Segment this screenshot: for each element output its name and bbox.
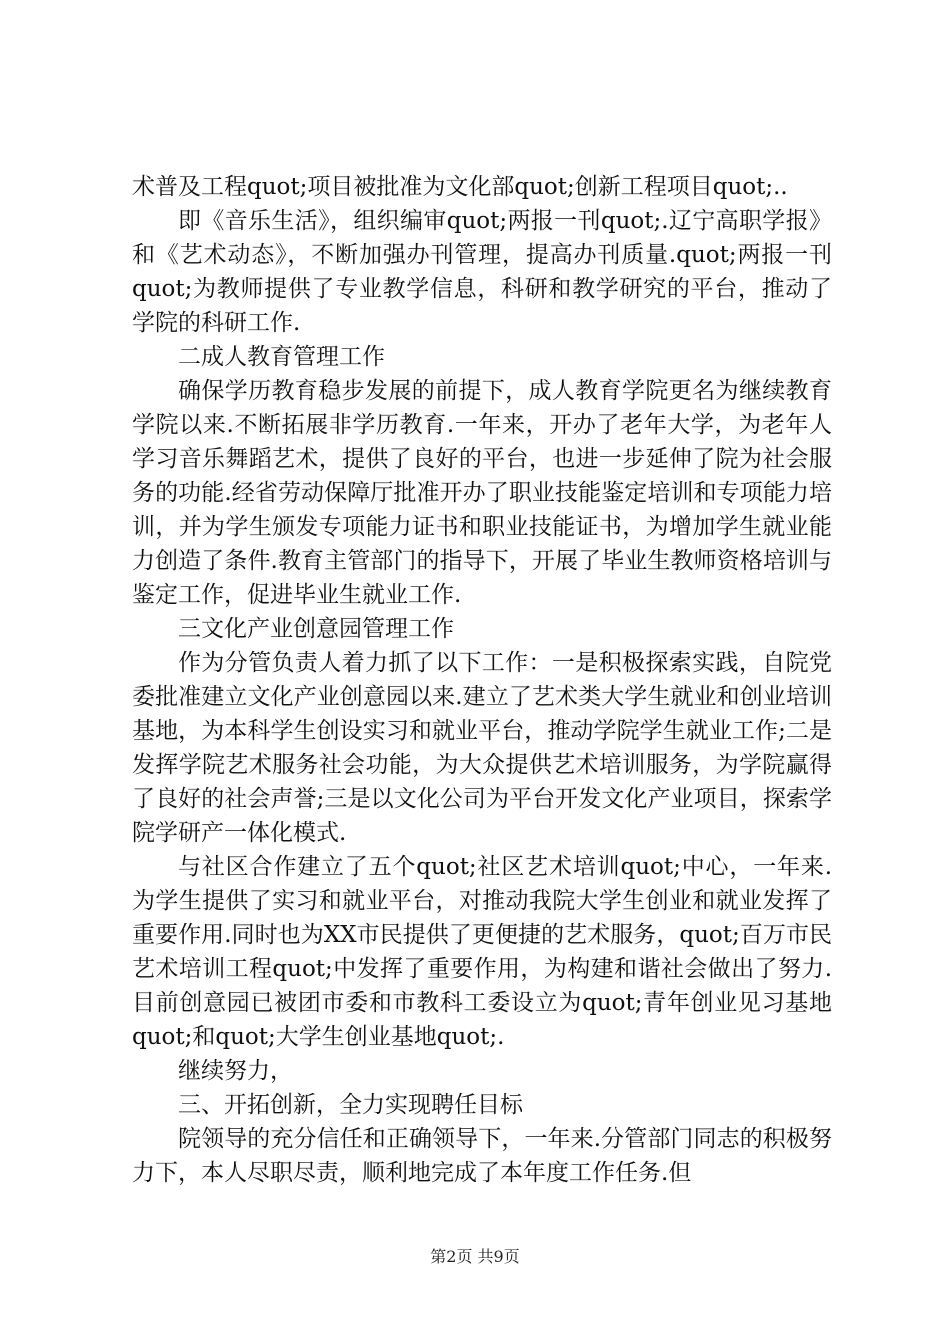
page-number-label: 第2页 共9页	[430, 1247, 520, 1266]
paragraph: 即《音乐生活》，组织编审quot;两报一刊quot;.辽宁高职学报》和《艺术动态》，不断加强办刊管理，提高办刊质量.quot;两报一刊quot;为教师提供了专业教学信息，科研和教学研究的平台，推动了学院的科研工作.	[132, 208, 832, 336]
paragraph: 院领导的充分信任和正确领导下，一年来.分管部门同志的积极努力下，本人尽职尽责，顺利地完成了本年度工作任务.但	[132, 1126, 832, 1186]
paragraph: 术普及工程quot;项目被批准为文化部quot;创新工程项目quot;..	[132, 174, 788, 200]
section-heading: 三、开拓创新，全力实现聘任目标	[178, 1092, 523, 1118]
paragraph: 与社区合作建立了五个quot;社区艺术培训quot;中心，一年来.为学生提供了实习和就业平台，对推动我院大学生创业和就业发挥了重要作用.同时也为XX市民提供了更便捷的艺术服务，quot;百万市民艺术培训工程quot;中发挥了重要作用，为构建和谐社会做出了努力.目前创意园已被团市委和市教科工委设立为quot;青年创业见习基地quot;和quot;大学生创业基地quot;.	[132, 854, 832, 1050]
document-body	[132, 170, 832, 1190]
page-footer	[0, 1244, 950, 1267]
paragraph: 作为分管负责人着力抓了以下工作：一是积极探索实践，自院党委批准建立文化产业创意园以来.建立了艺术类大学生就业和创业培训基地，为本科学生创设实习和就业平台，推动学院学生就业工作;二是发挥学院艺术服务社会功能，为大众提供艺术培训服务，为学院赢得了良好的社会声誉;三是以文化公司为平台开发文化产业项目，探索学院学研产一体化模式.	[132, 650, 832, 846]
section-heading: 三文化产业创意园管理工作	[178, 616, 454, 642]
section-heading: 继续努力，	[178, 1058, 293, 1084]
section-heading: 二成人教育管理工作	[178, 344, 385, 370]
paragraph: 确保学历教育稳步发展的前提下，成人教育学院更名为继续教育学院以来.不断拓展非学历教育.一年来，开办了老年大学，为老年人学习音乐舞蹈艺术，提供了良好的平台，也进一步延伸了院为社会服务的功能.经省劳动保障厅批准开办了职业技能鉴定培训和专项能力培训，并为学生颁发专项能力证书和职业技能证书，为增加学生就业能力创造了条件.教育主管部门的指导下，开展了毕业生教师资格培训与鉴定工作，促进毕业生就业工作.	[132, 378, 832, 608]
